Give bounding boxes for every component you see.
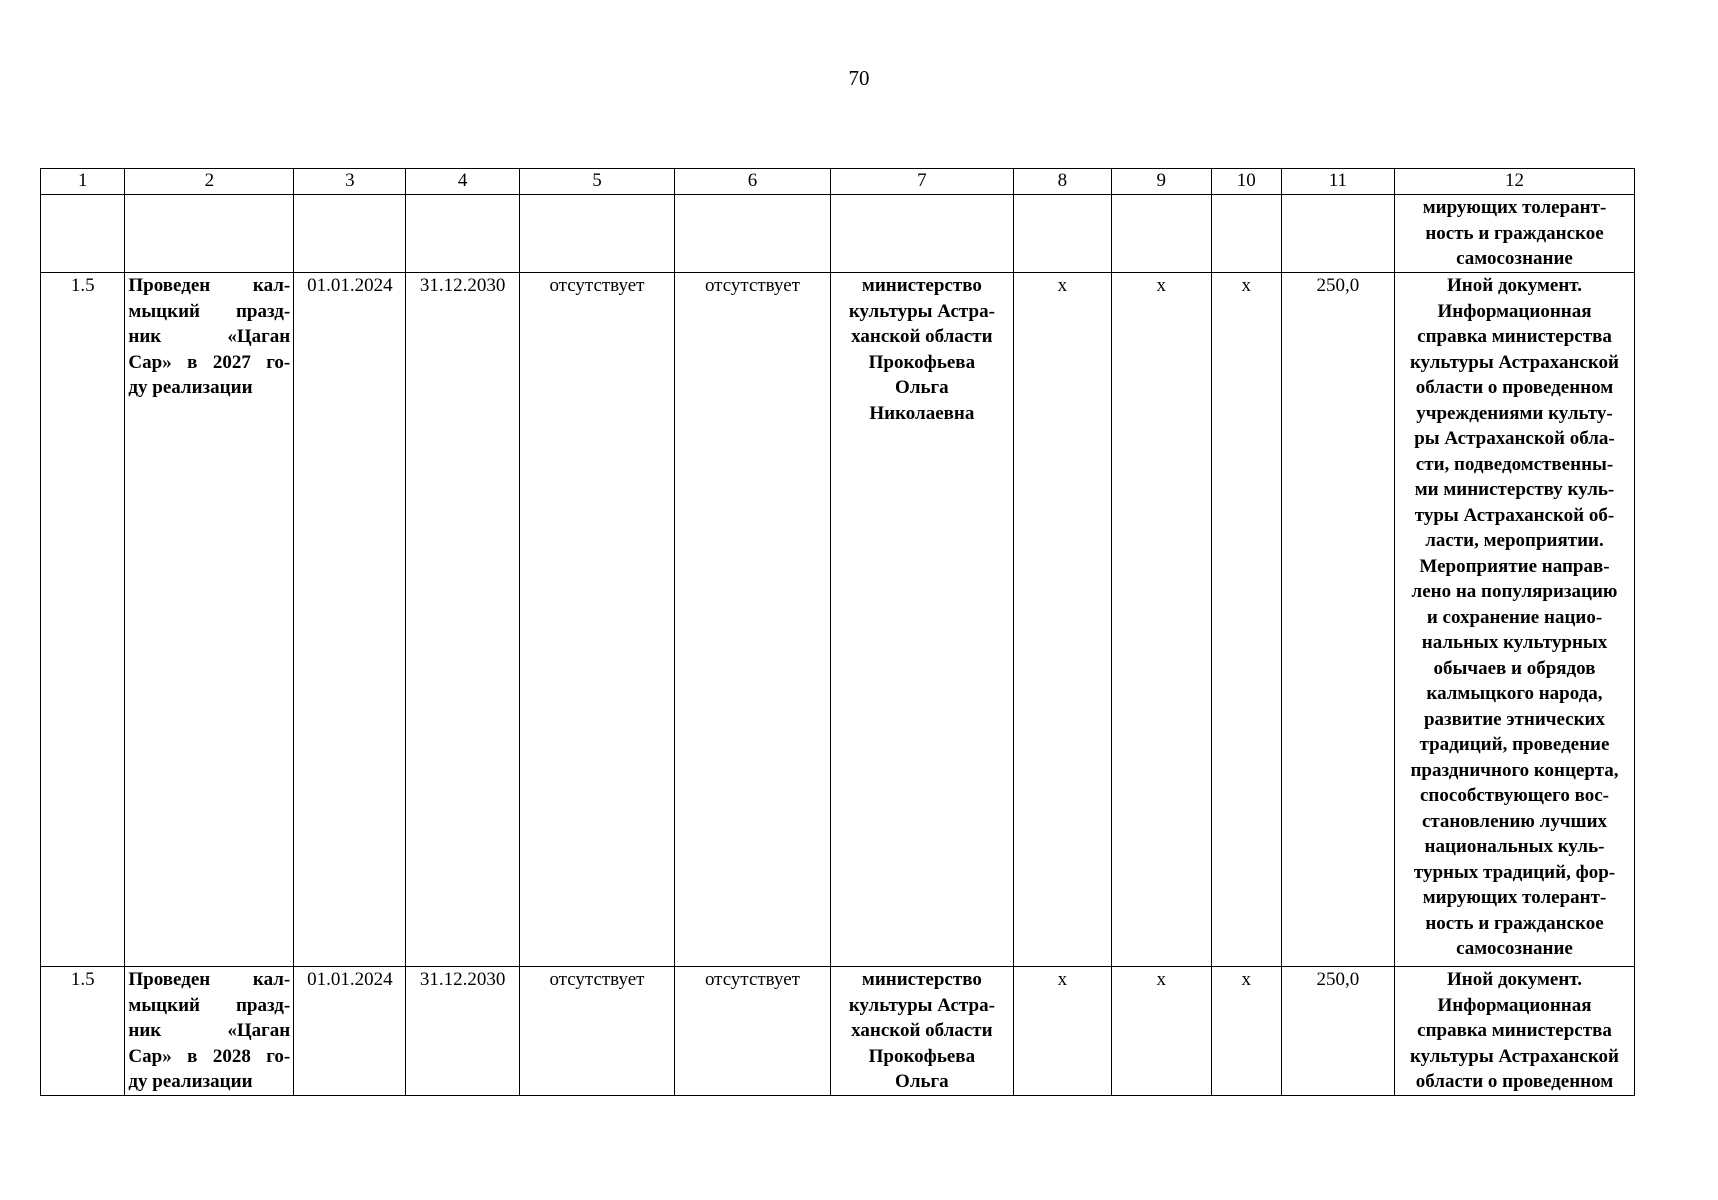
text-line: учреждениями культу- (1416, 402, 1613, 424)
text-line: традиций, проведение (1419, 734, 1610, 755)
event-name (125, 967, 294, 1096)
text-line: культуры Астраханской (1409, 351, 1619, 373)
text-line: культуры Астра- (848, 300, 995, 322)
text-line: мирующих толерант- (1422, 887, 1607, 908)
end-date: 31.12.2030 (406, 273, 519, 967)
header-cell-4: 4 (406, 169, 519, 195)
text-line: Сар» в 2027 го- (128, 351, 291, 373)
text-line: ласти, мероприятии. (1425, 530, 1604, 551)
text-line: ность и гражданское (1425, 222, 1604, 244)
header-cell-11: 11 (1281, 169, 1394, 195)
text-line: туры Астраханской об- (1414, 504, 1615, 526)
text-line: способствующего вос- (1420, 785, 1609, 806)
result-document-cell (1394, 967, 1634, 1096)
text-line: лено на популяризацию (1411, 581, 1618, 602)
cell-empty (41, 195, 125, 273)
column-8-value: х (1014, 273, 1112, 967)
text-line: самосознание (1456, 248, 1573, 269)
text-line: Мероприятие направ- (1419, 555, 1610, 577)
text-line: ду реализации (128, 1071, 253, 1092)
end-date: 31.12.2030 (406, 967, 519, 1096)
row-number: 1.5 (41, 273, 125, 967)
responsible-executor (830, 273, 1013, 967)
text-line: мыцкий празд- (128, 994, 291, 1016)
column-6-value: отсутствует (675, 967, 831, 1096)
text-line: культуры Астра- (848, 994, 995, 1016)
text-line: Прокофьева (868, 351, 976, 373)
text-line: Иной документ. (1447, 275, 1582, 296)
text-line: справка министерства (1417, 326, 1612, 347)
text-line: министерство (861, 969, 982, 990)
text-line: ханской области (851, 326, 993, 347)
funding-amount: 250,0 (1281, 273, 1394, 967)
text-line: мирующих толерант- (1422, 197, 1607, 218)
cell-empty (1281, 195, 1394, 273)
text-line: Иной документ. (1447, 969, 1582, 990)
cell-empty (1014, 195, 1112, 273)
text-line: становлению лучших (1421, 810, 1608, 832)
text-line: справка министерства (1417, 1020, 1612, 1041)
header-cell-6: 6 (675, 169, 831, 195)
text-line: культуры Астраханской (1409, 1045, 1619, 1067)
start-date: 01.01.2024 (294, 967, 406, 1096)
text-line: калмыцкого народа, (1426, 683, 1603, 704)
text-line: ник «Цаган (128, 326, 291, 347)
column-5-value: отсутствует (519, 967, 675, 1096)
header-cell-9: 9 (1111, 169, 1211, 195)
text-line: ник «Цаган (128, 1020, 291, 1041)
text-line: турных традиций, фор- (1413, 861, 1616, 883)
text-line: области о проведенном (1415, 1071, 1614, 1092)
row-number: 1.5 (41, 967, 125, 1096)
text-line: области о проведенном (1415, 377, 1614, 398)
continuation-row (41, 195, 1635, 273)
header-cell-1: 1 (41, 169, 125, 195)
header-cell-7: 7 (830, 169, 1013, 195)
text-line: самосознание (1456, 938, 1573, 959)
header-cell-10: 10 (1211, 169, 1281, 195)
header-cell-3: 3 (294, 169, 406, 195)
funding-amount: 250,0 (1281, 967, 1394, 1096)
header-row (41, 169, 1635, 195)
text-line: ми министерству куль- (1414, 479, 1615, 500)
event-name (125, 273, 294, 967)
text-line: обычаев и обрядов (1433, 657, 1596, 679)
text-line: ры Астраханской обла- (1414, 428, 1615, 449)
text-line: ду реализации (128, 377, 253, 398)
text-line: Проведен кал- (128, 969, 291, 990)
cell-empty (830, 195, 1013, 273)
header-cell-5: 5 (519, 169, 675, 195)
column-8-value: х (1014, 967, 1112, 1096)
text-line: Информационная (1437, 994, 1592, 1016)
column-5-value: отсутствует (519, 273, 675, 967)
text-line: Николаевна (869, 402, 975, 424)
text-line: ность и гражданское (1425, 912, 1604, 934)
column-9-value: х (1111, 273, 1211, 967)
text-line: сти, подведомственны- (1415, 453, 1614, 475)
text-line: Информационная (1437, 300, 1592, 322)
cell-empty (125, 195, 294, 273)
text-line: нальных культурных (1421, 632, 1608, 653)
cell-empty (519, 195, 675, 273)
text-line: министерство (861, 275, 982, 296)
header-cell-2: 2 (125, 169, 294, 195)
responsible-executor (830, 967, 1013, 1096)
page-number: 70 (848, 66, 870, 90)
text-line: Ольга (895, 377, 949, 398)
cell-empty (1111, 195, 1211, 273)
result-document-cell (1394, 195, 1634, 273)
header-cell-8: 8 (1014, 169, 1112, 195)
text-line: развитие этнических (1423, 708, 1605, 730)
text-line: Проведен кал- (128, 275, 291, 296)
text-line: ханской области (851, 1020, 993, 1041)
plan-table (40, 168, 1635, 1096)
text-line: Ольга (895, 1071, 949, 1092)
header-cell-12: 12 (1394, 169, 1634, 195)
column-10-value: х (1211, 273, 1281, 967)
table-row (41, 967, 1635, 1096)
text-line: праздничного концерта, (1410, 759, 1619, 781)
start-date: 01.01.2024 (294, 273, 406, 967)
column-6-value: отсутствует (675, 273, 831, 967)
text-line: Прокофьева (868, 1045, 976, 1067)
table-row (41, 273, 1635, 967)
cell-empty (1211, 195, 1281, 273)
cell-empty (406, 195, 519, 273)
column-9-value: х (1111, 967, 1211, 1096)
cell-empty (675, 195, 831, 273)
result-document-cell (1394, 273, 1634, 967)
text-line: национальных куль- (1424, 836, 1605, 857)
cell-empty (294, 195, 406, 273)
column-10-value: х (1211, 967, 1281, 1096)
text-line: Сар» в 2028 го- (128, 1045, 291, 1067)
text-line: мыцкий празд- (128, 300, 291, 322)
text-line: и сохранение нацио- (1426, 606, 1603, 628)
